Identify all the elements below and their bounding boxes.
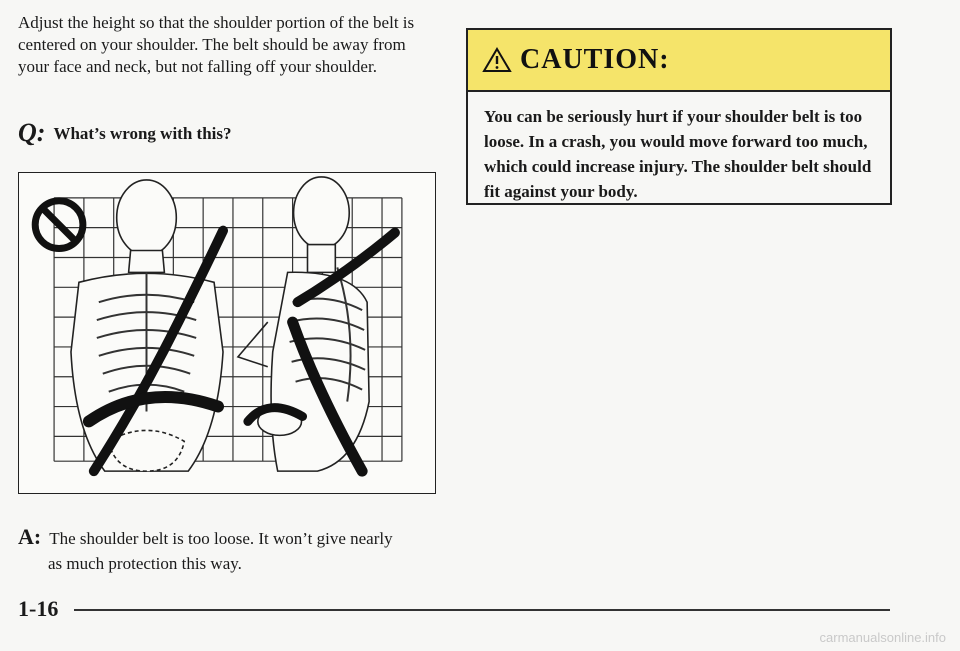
front-torso-figure bbox=[71, 180, 223, 471]
footer-rule bbox=[74, 609, 890, 611]
answer-line-1: The shoulder belt is too loose. It won’t give nearly bbox=[49, 529, 393, 548]
caution-box bbox=[466, 28, 892, 205]
caution-body: You can be seriously hurt if your shoulder belt is too loose. In a crash, you would move forward too much, which could increase injury. The shoulder belt should fit against your body. bbox=[484, 107, 872, 201]
watermark: carmanualsonline.info bbox=[819, 630, 946, 645]
prohibition-icon bbox=[35, 201, 83, 249]
intro-paragraph: Adjust the height so that the shoulder portion of the belt is centered on your shoulder. The belt should be away from your face and neck, but not falling off your shoulder. bbox=[18, 13, 415, 76]
question-text: What’s wrong with this? bbox=[53, 124, 232, 143]
caution-header bbox=[468, 30, 890, 92]
warning-triangle-icon bbox=[482, 47, 512, 73]
side-torso-figure bbox=[238, 177, 369, 471]
page-number: 1-16 bbox=[18, 596, 59, 621]
caution-title: CAUTION: bbox=[520, 44, 670, 75]
answer-block bbox=[18, 524, 438, 576]
page-footer bbox=[18, 596, 890, 626]
answer-line-2: as much protection this way. bbox=[48, 554, 242, 573]
answer-letter: A: bbox=[18, 524, 42, 549]
seatbelt-illustration bbox=[18, 172, 436, 494]
question-line bbox=[18, 118, 232, 148]
question-letter: Q: bbox=[18, 118, 46, 147]
